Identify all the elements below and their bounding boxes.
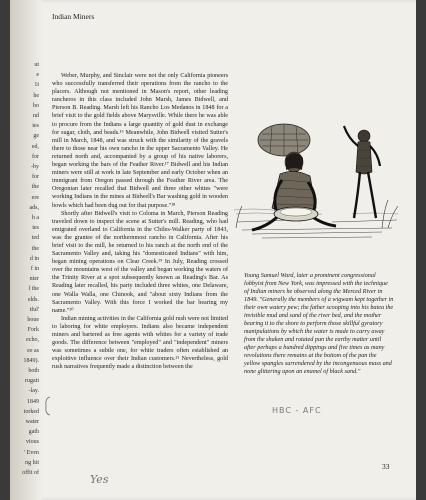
gutter-fragment: gath	[28, 429, 39, 436]
body-text-column	[52, 72, 228, 371]
gutter-fragment: e	[36, 72, 39, 79]
figure-caption	[244, 272, 394, 376]
gutter-fragment: the	[31, 184, 39, 191]
pencil-annotation-yes: Yes	[90, 473, 109, 486]
page-number: 33	[382, 462, 390, 471]
gutter-fragment: nter	[29, 276, 39, 283]
gold-pan	[274, 207, 318, 221]
gutter-fragment: for	[32, 174, 39, 181]
gutter-fragment: tful'	[29, 306, 39, 313]
gutter-fragment: torked	[23, 408, 39, 415]
gutter-fragment: Fork	[27, 327, 39, 334]
gutter-fragment: nd	[33, 113, 39, 119]
gutter-fragment: tes	[32, 225, 39, 232]
gutter-fragment: ng hit	[25, 459, 39, 466]
gutter-fragment: offit of	[22, 470, 39, 476]
gutter-fragment: l the	[28, 286, 39, 293]
margin-bracket-mark	[44, 396, 52, 416]
gutter-fragment: 1849	[27, 398, 39, 405]
pencil-annotation-hbc: HBC - AFC	[272, 406, 322, 415]
gutter-fragment: h a	[31, 215, 39, 221]
gutter-fragment: d in	[29, 255, 39, 262]
gutter-fragment: ted	[31, 235, 39, 242]
caption-text: Young Samuel Ward, later a prominent congressional lobbyist from New York, was impressed with the technique of Indian miners he observed along the Merced River in 1849. "Generally the members of a wigwam kept together in their own watery pew; the father scooping into his batea the invisible mud and sand of the river bed, and the mother bearing it to the shore to perform those skillful gyratory manipulations by which the water is made to carry away from the shaken and rotated pan the earthy matter until after perhaps a hundred dippings and five times as many revolutions there remains at the bottom of the pan the yellow spangles surrendered by the incongenuous mass and none glittering upon an enamel of black sand."	[244, 272, 394, 375]
gutter-fragment: ed,	[31, 143, 39, 150]
gutter-fragment: elds.	[27, 296, 39, 303]
gutter-fragment: 1t	[34, 82, 39, 89]
engraving-illustration	[232, 110, 402, 250]
gutter-fragment: both	[28, 368, 39, 374]
book-page	[10, 0, 416, 500]
gutter-fragment: the	[31, 245, 39, 252]
paragraph-3: Indian mining activities in the California gold rush were not limited to laboring for white employers. Indians also became independent miners and bartered as free agents with whites for a variety of trade goods. The difference between "employed" and "independent" miners was sometimes a subtle one, for white traders often established an exploitive influence over their Indian customers.²¹ Nevertheless, gold rush narratives frequently made a distinction between the	[52, 315, 228, 371]
gutter-fragment: rugati	[25, 378, 39, 385]
facing-page-gutter	[10, 0, 42, 500]
carrying-basket	[258, 124, 310, 156]
gutter-fragment: ut	[34, 62, 39, 68]
gutter-fragment: vious	[25, 439, 39, 446]
gutter-fragment: ge	[33, 133, 39, 140]
paragraph-1: Weber, Murphy, and Sinclair were not the only California pioneers who successfully transferred their operations from the rancho to the placers. Although not mentioned in Mason's report, other leading rancheros in this class included John Marsh, James Bidwell, and Pierson B. Reading. Marsh left his Rancho Los Medanos in 1848 for a brief visit to the gold fields above Marysville. While there he was able to procure from the Indians a large quantity of gold dust in exchange for sugar, cloth, and beads.¹⁶ Meanwhile, John Bidwell visited Sutter's mill in March, 1848, and was struck with the similarity of the gravels there to those near his own rancho in the upper Sacramento Valley. He returned north and, accompanied by a group of his native laborers, began working the bars of the Feather River.¹⁷ Bidwell and his Indian miners were still at work in late September and early October when an immigrant from Oregon passed through the Feather River area. The Oregonian later recalled that Bidwell and three other whites "were working Indians in the mines at Bidwell's Bar washing gold in wooden bowls which had been dug out for that purpose."¹⁸	[52, 73, 228, 209]
gutter-fragment: ho	[33, 102, 39, 109]
paragraph-2: Shortly after Bidwell's visit to Coloma in March, Pierson Reading traveled down to inspect the scene at Sutter's mill. Reading, who had emigrated overland to California in the Chiles-Walker party of 1843, was the grantee of the northernmost rancho in California. After his brief visit to the mill, he returned to his ranch at the north end of the Sacramento Valley and, taking his "domesticated Indians" with him, began mining operations on Clear Creek.¹⁹ In July, Reading crossed over the mountains west of the valley and began working the waters of the Trinity River at a spot subsequently known as Reading's Bar. As Reading later recalled, his party included three whites, one Delaware, one Walla Walla, one Chinook, and "about sixty Indians from the Sacramento Valley. With this force I worked the bar bearing my name."²⁰	[52, 210, 228, 314]
gutter-fragment: ere	[31, 194, 39, 201]
gutter-fragment: ads,	[29, 204, 39, 211]
gutter-fragment: water	[25, 419, 39, 425]
gutter-fragment: boue	[27, 317, 39, 323]
gutter-fragment: he	[33, 92, 39, 99]
gutter-fragment: tes	[32, 123, 39, 130]
gutter-fragment: echo,	[26, 337, 39, 344]
gutter-fragment: -by	[31, 164, 39, 170]
running-head: Indian Miners	[52, 12, 95, 21]
gutter-fragment: -lay.	[28, 388, 39, 395]
gutter-fragment: f in	[30, 266, 39, 272]
gutter-fragment: for	[32, 153, 39, 160]
gutter-fragment: 1849).	[23, 357, 39, 364]
gutter-fragment: ee as	[27, 347, 39, 354]
gutter-fragment: ' Even	[24, 449, 39, 456]
